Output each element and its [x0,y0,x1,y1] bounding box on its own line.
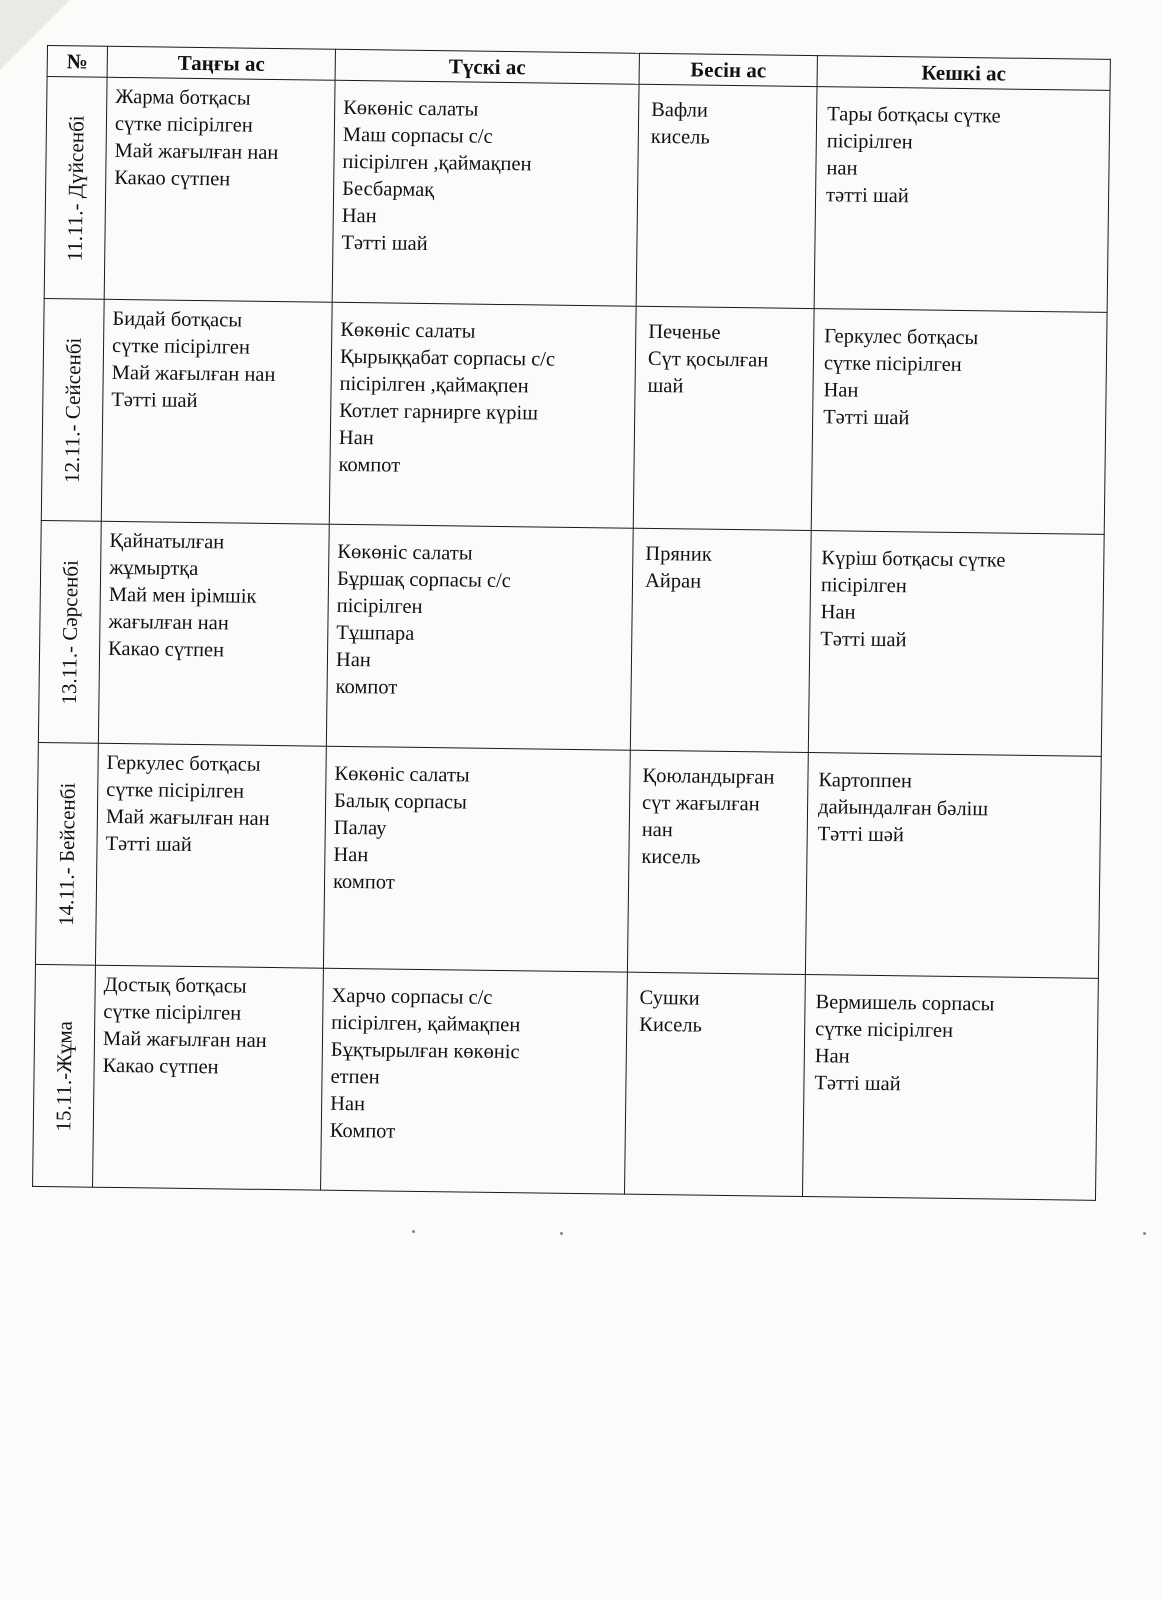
dinner-cell [802,975,1098,1201]
menu-item: компот [335,675,398,699]
menu-item: пісірілген [336,594,423,618]
header-snack: Бесін ас [639,53,817,86]
dinner-items [804,975,1098,1101]
menu-table-wrapper [32,45,1110,1199]
menu-body [33,77,1110,1201]
menu-item: шай [647,374,684,398]
menu-item: тәтті шай [825,184,909,208]
menu-item: Тәтті шай [105,832,192,856]
menu-item: нан [826,157,858,180]
snack-cell [625,972,806,1196]
snack-items [635,307,813,402]
breakfast-cell [104,77,335,302]
menu-item: Көкөніс салаты [334,762,470,787]
menu-item: Бұршақ сорпасы с/с [336,567,511,593]
menu-item: Май жағылған нан [114,139,279,165]
menu-item: Май жағылған нан [111,361,276,387]
lunch-items [327,525,632,705]
menu-item: Тары ботқасы сүтке [827,103,1001,128]
menu-item: Тәтті шәй [817,823,905,847]
dinner-items [810,531,1104,657]
menu-item: Какао сүтпен [114,166,231,191]
breakfast-items [103,300,331,417]
header-dinner: Кешкі ас [817,56,1110,91]
menu-item: компот [338,453,401,477]
day-cell [35,742,98,965]
day-label: 13.11.- Сәрсенбі [56,559,83,705]
day-label: 12.11.- Сейсенбі [59,336,86,483]
menu-item: Май мен ірімшік [108,583,257,608]
menu-item: пісірілген ,қаймақпен [339,372,529,398]
menu-item: Көкөніс салаты [343,96,479,121]
menu-item: Нан [823,379,859,402]
lunch-items [322,969,627,1149]
menu-item: Тәтті шай [111,388,198,413]
menu-item: кисель [641,845,701,869]
lunch-items [333,81,638,261]
day-row [41,298,1107,534]
breakfast-items [94,966,322,1083]
menu-item: Май жағылған нан [105,805,270,830]
day-row [33,964,1099,1200]
day-row [44,77,1110,313]
menu-item: пісірілген ,қаймақпен [342,150,532,176]
menu-item: сүтке пісірілген [111,334,251,359]
menu-item: Тәтті шай [341,231,428,255]
header-breakfast: Таңғы ас [107,46,335,80]
menu-item: нан [641,818,673,842]
scan-speck [560,1232,563,1235]
snack-cell [630,528,811,752]
menu-item: Какао сүтпен [107,637,225,662]
menu-item: Картоппен [818,769,913,793]
menu-item: компот [332,870,395,894]
snack-items [633,529,811,597]
snack-cell [633,306,814,530]
lunch-cell [329,302,636,528]
snack-cell [636,84,817,308]
menu-item: Нан [820,601,856,624]
lunch-cell [323,746,630,972]
day-label: 15.11.-Жұма [50,1020,77,1132]
menu-item: Нан [335,648,371,672]
menu-item: Май жағылған нан [102,1027,267,1052]
menu-item: Палау [333,816,387,840]
lunch-cell [326,524,633,750]
day-label: 14.11.- Бейсенбі [53,782,80,926]
breakfast-cell [98,521,329,746]
lunch-items [325,747,630,900]
header-number: № [47,46,107,78]
breakfast-cell [93,965,324,1190]
day-cell [44,77,107,300]
menu-item: Компот [329,1119,396,1143]
menu-item: Тәтті шай [814,1072,901,1096]
snack-cell [627,750,808,974]
header-lunch: Түскі ас [335,49,639,84]
menu-item: пісірілген, қаймақпен [331,1011,521,1037]
dinner-cell [805,753,1101,979]
menu-item: сүтке пісірілген [815,1018,954,1042]
menu-item: Бидай ботқасы [112,307,243,332]
menu-item: Жарма ботқасы [115,85,251,110]
menu-item: Көкөніс салаты [340,318,476,343]
menu-item: дайындалған бәліш [817,796,989,821]
dinner-items [813,309,1107,435]
dinner-items [816,87,1110,213]
menu-item: сүтке пісірілген [114,112,253,137]
menu-item: Тұшпара [336,621,415,645]
snack-items [627,973,805,1041]
day-row [35,742,1101,978]
breakfast-items [97,744,325,861]
menu-item: Котлет гарнирге күріш [339,399,539,425]
lunch-items [330,303,635,483]
menu-item: Вермишель сорпасы [815,991,995,1016]
dinner-cell [814,87,1110,313]
menu-item: Көкөніс салаты [337,540,473,565]
menu-item: жұмыртқа [109,556,199,581]
menu-item: Нан [330,1092,366,1116]
snack-items [629,751,808,873]
menu-item: Сүт қосылған [647,347,769,372]
menu-item: кисель [650,125,710,149]
menu-item: Бесбармақ [341,177,435,202]
menu-item: сүт жағылған [641,791,760,816]
dinner-cell [811,309,1107,535]
menu-item: Қырыққабат сорпасы с/с [339,345,556,371]
menu-item: Балық сорпасы [333,789,467,814]
menu-item: етпен [330,1065,380,1089]
menu-item: пісірілген [826,130,913,154]
breakfast-items [100,522,329,666]
day-row [38,520,1104,756]
menu-item: Айран [644,569,702,593]
menu-item: Геркулес ботқасы [824,325,979,350]
weekly-menu-table [32,45,1111,1201]
day-cell [41,298,104,521]
menu-item: Какао сүтпен [102,1054,219,1079]
menu-item: Бұқтырылған көкөніс [330,1038,520,1064]
breakfast-cell [95,743,326,968]
lunch-cell [332,80,639,306]
menu-item: Қоюландырған [642,764,775,789]
menu-item: Тәтті шай [823,406,910,430]
menu-item: Тәтті шай [820,628,907,652]
menu-item: сүтке пісірілген [106,778,245,803]
menu-item: Нан [341,204,377,228]
menu-item: Печенье [648,320,721,344]
menu-item: Геркулес ботқасы [106,751,261,776]
dinner-cell [808,531,1104,757]
lunch-cell [321,968,628,1194]
snack-items [639,85,817,153]
menu-item: жағылған нан [108,610,229,635]
menu-item: сүтке пісірілген [103,1000,242,1025]
menu-item: Сушки [639,986,700,1010]
menu-item: Нан [338,426,374,450]
menu-item: Достық ботқасы [103,973,247,998]
day-cell [38,520,101,743]
menu-item: пісірілген [820,574,907,598]
menu-item: Нан [333,843,369,867]
breakfast-items [106,78,334,195]
menu-item: Харчо сорпасы с/с [331,984,493,1009]
menu-item: Қайнатылған [109,529,225,554]
menu-item: Маш сорпасы с/с [342,123,493,148]
breakfast-cell [101,299,332,524]
scan-speck [412,1230,415,1233]
menu-item: сүтке пісірілген [823,352,962,376]
menu-item: Пряник [645,542,712,566]
menu-item: Нан [814,1045,850,1068]
dinner-items [808,753,1101,852]
day-label: 11.11.- Дүйсенбі [62,114,89,261]
day-cell [33,964,96,1187]
menu-item: Кисель [639,1013,703,1037]
menu-item: Вафли [651,98,709,122]
scan-speck [1143,1232,1146,1235]
menu-item: Күріш ботқасы сүтке [821,547,1006,572]
